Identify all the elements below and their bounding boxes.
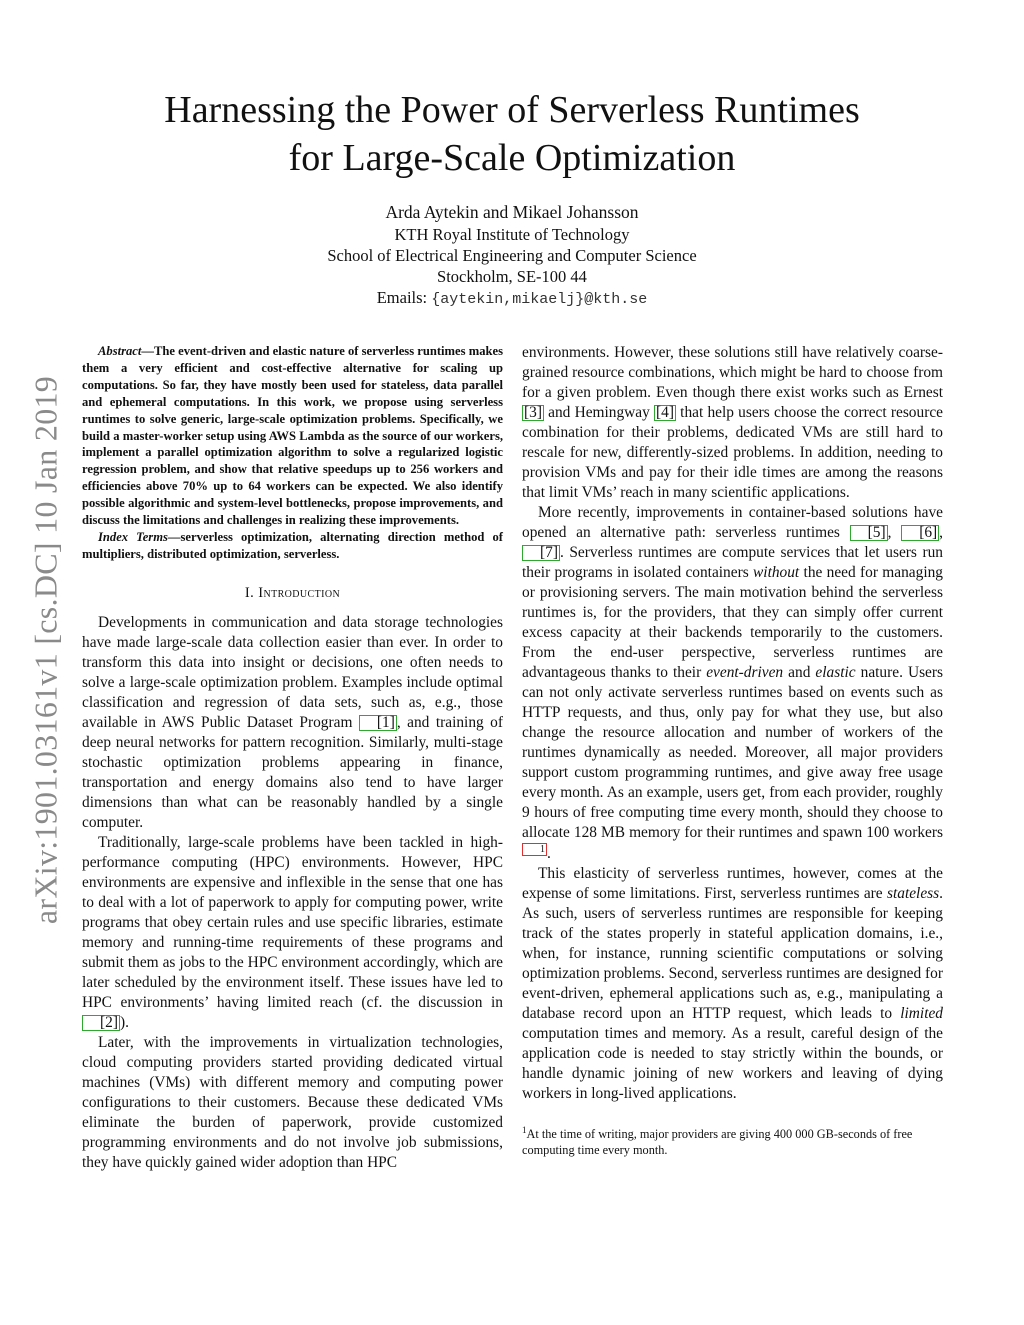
intro-paragraph-4 — [522, 503, 943, 864]
citation-link-3[interactable]: [3] — [524, 404, 542, 421]
paragraph-text: computation times and memory. As a result, careful design of the application code is needed to stay strictly within the bounds, or handle dynamic joining of new workers and leaving of dying workers in long-lived applications. — [522, 1025, 943, 1103]
author-emails — [0, 287, 1024, 310]
author-institution: KTH Royal Institute of Technology — [394, 225, 630, 244]
abstract-label: Abstract — [98, 344, 142, 358]
author-city: Stockholm, SE-100 44 — [437, 267, 587, 286]
footnote-text: At the time of writing, major providers are giving 400 000 GB-seconds of free computing time every month. — [522, 1127, 913, 1158]
emphasis-text: elastic — [815, 664, 856, 681]
left-column — [82, 343, 503, 1173]
citation-link-6[interactable]: [6] — [901, 525, 939, 541]
citation-link-5[interactable]: [5] — [850, 525, 888, 541]
index-terms-text: serverless optimization, alternating direction method of multipliers, distributed optimization, serverless. — [82, 529, 503, 561]
paragraph-text: Traditionally, large-scale problems have been tackled in high-performance computing (HPC) environments. However, HPC environments are expensive and inflexible in the sense that one has to deal with a lot of paperwork to apply for computing power, write programs that obey certain rules and use specific libraries, estimate memory and running-time requirements of these programs and submit them as jobs to the HPC environment accordingly, which are later scheduled by the environment itself. These issues have led to HPC environments’ having limited reach (cf. the discussion in — [82, 833, 503, 1011]
intro-paragraph-2 — [82, 833, 503, 1033]
paragraph-text: environments. However, these solutions still have relatively coarse-grained resource combinations, which might be hard to choose from for a given problem. Even though there exist works such as Ernest — [522, 344, 943, 401]
right-column — [522, 343, 943, 1158]
intro-paragraph-3: Later, with the improvements in virtualization technologies, cloud computing providers started providing dedicated virtual machines (VMs) with different memory and computing power configurations to their customers. Because these dedicated VMs eliminate the burden of paperwork, provide customized programming environments and do not involve job submissions, they have quickly gained wider adoption than HPC — [82, 1033, 503, 1171]
paragraph-text: the need for managing or provisioning servers. The main motivation behind the serverless runtimes is, for the providers, that they can simply offer current excess capacity at their backends temporarily to the customers. From the end-user perspective, serverless runtimes are advantageous thanks to their — [522, 564, 943, 681]
abstract: Abstract—The event-driven and elastic nature of serverless runtimes makes them a very efficient and cost-effective alternative for scaling up computations. So far, they have mostly been used for stateless, data parallel and ephemeral computations. In this work, we propose using serverless runtimes to solve generic, large-scale optimization problems. Specifically, we build a master-worker setup using AWS Lambda as the source of our workers, implement a parallel optimization algorithm to solve a regularized logistic regression problem, and show that relative speedups up to 256 workers and efficiencies above 70% up to 64 workers can be expected. We also identify possible algorithmic and system-level bottlenecks, propose improvements, and discuss the limitations and challenges in realizing these improvements. — [82, 344, 503, 528]
paragraph-text: and Hemingway — [543, 404, 655, 421]
paragraph-text: Developments in communication and data storage technologies have made large-scale data collection easier than ever. In order to transform this data into insight or decisions, one often needs to solve a large-scale optimization problem. Examples include optimal classification and regression of data sets, such as, e.g., those available in AWS Public Dataset Program — [82, 613, 503, 731]
footnote-link-1[interactable]: 1 — [522, 843, 547, 856]
paragraph-text: . Serverless runtimes are compute services that let users run their programs in isolated containers — [522, 544, 943, 581]
paragraph-text: More recently, improvements in container-based solutions have opened an alternative path: serverless runtimes — [522, 504, 943, 541]
emphasis-text: without — [753, 564, 800, 581]
paragraph-text: . As such, users of serverless runtimes are responsible for keeping track of the states properly in stateful application domains, i.e., when, for instance, running scientific computations or solving optimization problems. Second, serverless runtimes are designed for event-driven, ephemeral applications such as, e.g., manipulating a database record upon an HTTP request, which leads to — [522, 885, 943, 1023]
paragraph-text: that help users choose the correct resource combination for their problems, dedicated VMs are still hard to rescale for new, differently-sized problems. In addition, needing to provision VMs and pay for their idle times are among the reasons that limit VMs’ reach in many scientific applications. — [522, 404, 943, 501]
title-line-2: for Large-Scale Optimization — [288, 137, 736, 179]
title-line-1: Harnessing the Power of Serverless Runtimes — [164, 89, 860, 131]
author-names: Arda Aytekin and Mikael Johansson — [385, 202, 639, 222]
index-terms: Index Terms—serverless optimization, alternating direction method of multipliers, distributed optimization, serverless. — [82, 529, 503, 561]
author-block — [0, 201, 1024, 310]
citation-separator: , — [939, 524, 943, 541]
footnote-1 — [522, 1122, 943, 1158]
intro-paragraph-3-continued — [522, 343, 943, 503]
citation-link-1[interactable]: [1] — [359, 715, 397, 731]
citation-link-2[interactable]: [2] — [82, 1015, 120, 1031]
section-number: I. — [244, 584, 255, 601]
emphasis-text: event-driven — [706, 664, 784, 681]
paragraph-text: ). — [119, 1013, 129, 1031]
arxiv-sidebar-stamp — [24, 355, 68, 945]
author-school: School of Electrical Engineering and Computer Science — [327, 246, 697, 265]
citation-separator: , — [887, 524, 902, 541]
citation-link-4[interactable]: [4] — [656, 404, 674, 421]
paragraph-text: This elasticity of serverless runtimes, however, comes at the expense of some limitations. First, serverless runtimes are — [522, 865, 943, 903]
emphasis-text: stateless — [886, 885, 940, 903]
paragraph-text: and — [783, 664, 816, 681]
intro-paragraph-1 — [82, 613, 503, 833]
paragraph-text: . — [547, 845, 551, 863]
index-terms-label: Index Terms — [98, 529, 168, 544]
abstract-text: The event-driven and elastic nature of serverless runtimes makes them a very efficient and cost-effective alternative for scaling up computations. So far, they have mostly been used for stateless, data parallel and ephemeral computations. In this work, we propose using serverless runtimes to solve generic, large-scale optimization problems. Specifically, we build a master-worker setup using AWS Lambda as the source of our workers, implement a parallel optimization algorithm to solve a regularized logistic regression problem, and show that relative speedups up to 256 workers and efficiencies above 70% up to 64 workers can be expected. We also identify possible algorithmic and system-level bottlenecks, propose improvements, and discuss the limitations and challenges in realizing these improvements. — [82, 344, 503, 528]
emails-label: Emails: — [376, 288, 428, 307]
paragraph-text: , and training of deep neural networks for pattern recognition. Similarly, multi-stage stochastic optimization problems appearing in finance, transportation and energy domains also tend to have larger dimensions than what can be reasonably handled by a single computer. — [82, 713, 503, 831]
paper-title — [0, 86, 1024, 182]
footnote-mark: 1 — [522, 1125, 527, 1136]
section-heading-introduction — [82, 583, 503, 603]
section-title: Introduction — [258, 584, 341, 601]
intro-paragraph-5 — [522, 864, 943, 1104]
arxiv-identifier: arXiv:1901.03161v1 [cs.DC] 10 Jan 2019 — [27, 375, 64, 925]
paragraph-text: nature. Users can not only activate serverless runtimes based on events such as HTTP requests, and thus, only pay for what they use, but also change the resource allocation and number of workers of the runtimes dynamically as needed. Moreover, all major providers support custom programming runtimes, and give away free usage every month. As an example, users get, from each provider, roughly 9 hours of free computing time every month, should they choose to allocate 128 MB memory for their runtimes and spawn 100 workers — [522, 664, 944, 841]
email-addresses[interactable]: {aytekin,mikaelj}@kth.se — [431, 291, 648, 308]
citation-link-7[interactable]: [7] — [522, 545, 560, 561]
emphasis-text: limited — [900, 1005, 943, 1023]
